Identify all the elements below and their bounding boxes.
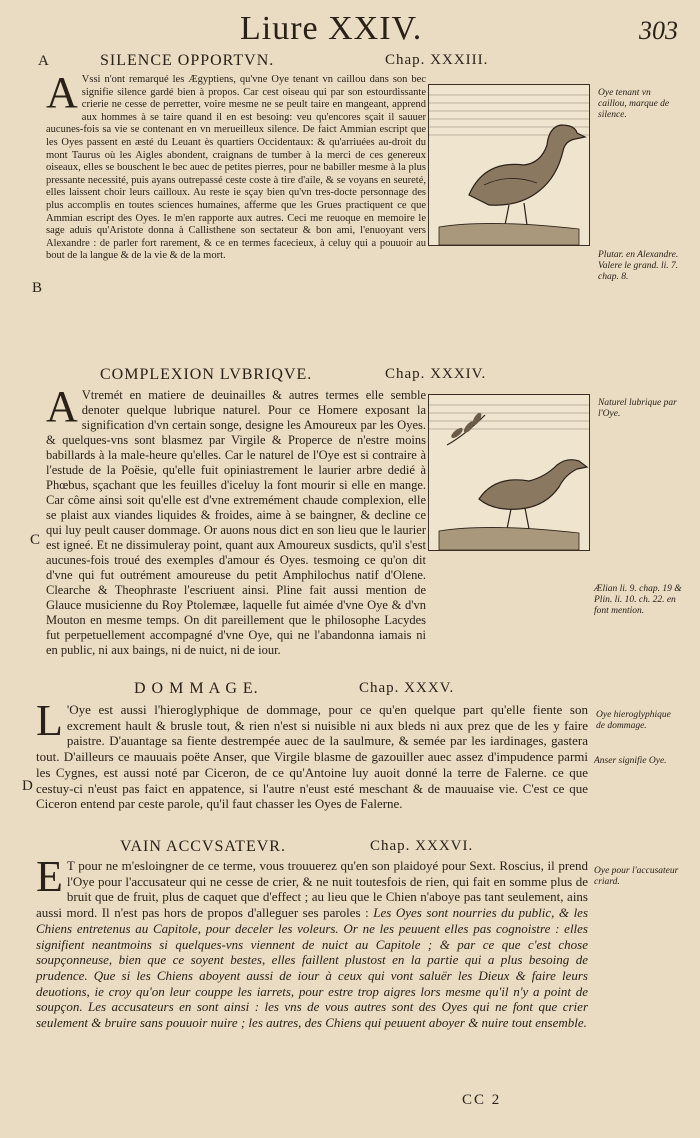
printer-signature: CC 2 <box>462 1092 502 1108</box>
running-head <box>0 10 700 46</box>
side-letter-d: D <box>22 778 33 794</box>
section-title: VAIN ACCVSATEVR. <box>120 838 286 855</box>
section-letter-a: A <box>38 53 49 69</box>
drop-cap: A <box>46 382 78 431</box>
section-heading-2 <box>100 366 520 388</box>
goose-illustration-icon <box>429 85 589 245</box>
book-title: Liure XXIV. <box>240 10 423 47</box>
woodcut-goose-with-stone <box>428 84 590 246</box>
drop-cap: E <box>36 852 63 901</box>
section-3-body: 'Oye est aussi l'hieroglyphique de dommage, pour ce qu'en quelque part qu'elle fiente son excrement hault & brusle tout, & rien n'est si nuisible ni aux bleds ni aux prez que de les y faire paistre. D'auantage sa fiente destrempée auec de la saulmure, & semée par les iardinages, gastera tout. D'ailleurs ce mauuais poëte Anser, que Virgile blasme de gazouiller auec assez d'impudence parmi les Cygnes, est aussi noté par Ciceron, de ce qu'Antoine luy auoit donné la terre de Falerne. ce que cestuy-ci n'eust pas faict en appatence, si l'autre n'eust esté meschant & de mauuaise vie. C'est ce que Ciceron entend par ceste parole, qu'il faut chasser les Oyes de Falerne. <box>36 702 588 812</box>
chapter-number: Chap. XXXV. <box>359 680 455 696</box>
section-title: SILENCE OPPORTVN. <box>100 52 275 69</box>
side-letter-c: C <box>30 532 41 548</box>
chapter-number: Chap. XXXIII. <box>385 52 489 68</box>
chapter-number: Chap. XXXIV. <box>385 366 487 382</box>
section-1-body: Vssi n'ont remarqué les Ægyptiens, qu'vne Oye tenant vn caillou dans son bec signifie silence gardé bien à propos. Car cest oiseau qui par son estourdissante crierie ne cesse de perretter, voire mesme ne se peult taire en mangeant, apprend aux hommes à se taire quand il en est besoing: veu qu'encores sçait il sauuer aucunes-fois sa vie se contenant en vn merueilleux silence. De faict Ammian escript que les Oyes passent en æsté du Leuant ès quartiers Occidentaux: & qu'arriuées au-droit du mont Taurus où les Aigles abondent, craignans de tumber à la merci de ces genereux oiseaux, elles se bouschent le bec auec de petites pierres, pour ne babiller mesme à la plus pressante necessité, puis ayans outrepassé ceste coste à tire d'aile, & se voyans en seureté, elles laissent choir leurs cailloux. Au reste ie sçay bien qu'vn tres-docte personnage des plus accomplis en toutes sciences humaines, afferme que les Grues practiquent ce que Ammian escript des Oyes. Ie m'en rapporte aux autres. Ceci me reuoque en memoire le sage aduis qu'Aristote donna à Callisthene son sectateur & bon ami, l'enuoyant vers Alexandre : de parler fort rarement, & ce en termes facecieux, à celuy qui a pouuoir au bout de la langue & de la vie & de la mort. <box>46 74 426 262</box>
section-4-quote: Les Oyes sont nourries du public, & les Chiens entretenus au Capitole, pour deceler les voleurs. Or ne les peuuent elles pas cognoistre : elles signifient neantmoins si quelques-vns viennent de nuict au Capitole ; & par ce que c'est chose soupçonneuse, bien que ce soyent bestes, elles faillent plustost en la partie qui a plus besoing de prudence. Que si les Chiens aboyent aussi de iour à ceux qui vont saluër les Dieux & faire leurs deuotions, ie croy qu'on leur couppe les iarrets, pour estre trop aigres lors mesme qu'il n'y a point de soupçon. Les accusateurs en sont ainsi : les vns de vous autres sont des Oyes qui ne font que crier seulement & bruire sans pouuoir nuire ; les autres, des Chiens qui peuuent aboyer & nuire tout ensemble. <box>36 905 589 1031</box>
margin-note-5: Oye hieroglyphique de dommage. <box>596 710 671 731</box>
section-2-text <box>46 382 426 670</box>
margin-note-3: Naturel lubrique par l'Oye. <box>598 398 677 419</box>
woodcut-goose-with-laurel <box>428 394 590 551</box>
chapter-number: Chap. XXXVI. <box>370 838 474 854</box>
margin-note-1: Oye tenant vn caillou, marque de silence. <box>598 88 670 120</box>
section-heading-1 <box>100 52 520 74</box>
section-2-body: Vtremét en matiere de deuinailles & autres termes elle semble denoter quelque lubrique naturel. Pour ce Homere exposant la signification d'vn certain songe, designe les Amoureux par les Oyes. & quelques-vns sont blasmez par Virgile & Properce de n'estre moins babillards à la male-heure qu'elles. Car le naturel de l'Oye est si contraire à l'estude de la Poësie, qu'elle fuit opiniastrement le laurier arbre dedié à Phœbus, sçachant que les feuilles d'iceluy la font mourir si elle en mange. Car côme ainsi soit qu'elle est d'vne extremément chaude complexion, elle se plaist aux viandes liquides & froides, aime à se baingner, & decline ce qui luy peult causer dommage. Or auons nous dict en son lieu que le laurier est igneé. Et ne dissimuleray point, quant aux Amoureux susdicts, qu'il s'est aucunes-fois troué des exemples d'amour és Oyes. tesmoing ce qu'on dit d'vne qui fut outrément amoureuse du petit Amphilochus natif d'Olene. Clearche & Theophraste l'escriuent ainsi. Pline fait aussi mention de Glauce musicienne du Roy Ptolemæe, laquelle fut aimée d'vne Oye & d'vn Mouton en mesme temps. On dit pareillement que le philosophe Lacydes fut perpetuellement accompagné d'vne Oye, qui ne l'abandonna iamais ni en public, ni aux baings, ni de nuict, ni de iour. <box>46 388 426 657</box>
section-3-text <box>36 696 588 832</box>
drop-cap: A <box>46 68 78 117</box>
section-1-text-a <box>46 68 426 262</box>
goose-laurel-illustration-icon <box>429 395 589 550</box>
margin-note-6: Anser signifie Oye. <box>594 756 667 766</box>
section-4-text <box>36 852 589 1086</box>
margin-note-7: Oye pour l'accusateur criard. <box>594 866 679 887</box>
folio-number: 303 <box>639 16 678 45</box>
side-letter-b: B <box>32 280 43 296</box>
section-heading-3 <box>134 680 534 702</box>
section-title: D O M M A G E. <box>134 680 259 697</box>
drop-cap: L <box>36 696 63 745</box>
margin-note-2: Plutar. en Alexandre. Valere le grand. li. 7. chap. 8. <box>598 250 679 282</box>
margin-note-4: Ælian li. 9. chap. 19 & Plin. li. 10. ch. 22. en font mention. <box>594 584 682 616</box>
section-4-body: T pour ne m'esloingner de ce terme, vous trouuerez qu'en son plaidoyé pour Sext. Roscius, il prend l'Oye pour l'accusateur qui ne cesse de crier, & ne nuit toutesfois de rien, qui fait en somme plus de bruit que de fruit, plus de caquet que d'effect ; au lieu que le Chien n'aboye pas tant seulement, ains aussi mord. Il n'est pas hors de propos d'alleguer ses paroles : <box>36 858 588 921</box>
section-title: COMPLEXION LVBRIQVE. <box>100 366 313 383</box>
section-heading-4 <box>120 838 540 860</box>
